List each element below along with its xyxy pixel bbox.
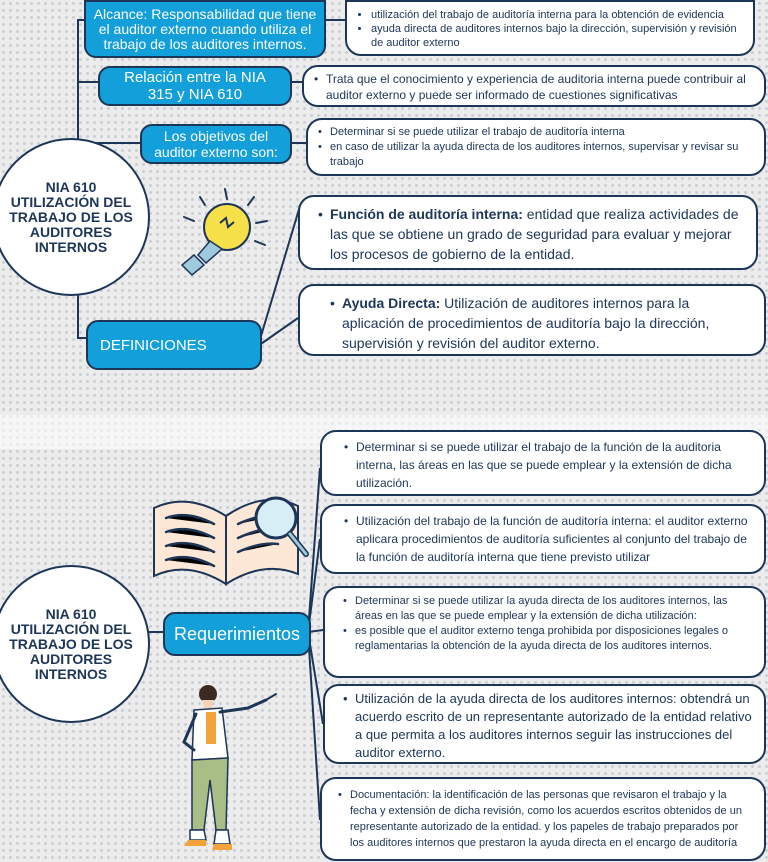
central-topic-circle-requerimientos: NIA 610 UTILIZACIÓN DEL TRABAJO DE LOS AUDITORES INTERNOS [0,565,150,723]
list-item: • Utilización de la ayuda directa de los auditores internos: obtendrá un acuerdo escrito de un representante autorizado de la entidad relativo a que permita a los auditores internos seguir las instrucciones del auditor externo. [343,690,752,762]
presenter-woman-icon [170,680,290,860]
list-item: • ayuda directa de auditores internos bajo la dirección, supervisión y revisión de auditor externo [371,22,743,50]
list-item: • Determinar si se puede utilizar el trabajo de auditoría interna [318,125,754,140]
list-item: • Determinar si se puede utilizar la ayuda directa de los auditores internos, las áreas en las que se puede emplear y la extensión de dicha utilización: [343,594,754,624]
funcion-text: entidad que realiza actividades de las que se obtiene un grado de seguridad para evaluar y mejorar los procesos de gobierno de la entidad. [330,206,739,262]
ayuda-directa-box [298,284,766,356]
requerimiento-box [323,684,766,764]
objetivos-details-box [306,118,766,176]
list-item: • utilización del trabajo de auditoría interna para la obtención de evidencia [371,8,743,22]
relacion-details-box [302,65,766,107]
objetivos-node: Los objetivos del auditor externo son: [140,124,292,164]
requerimiento-box [320,777,766,861]
requerimientos-node: Requerimientos [163,612,311,656]
definiciones-node: DEFINICIONES [86,320,262,370]
relacion-text: • Trata que el conocimiento y experiencia de auditoria interna puede contribuir al auditor externo y puede ser informado de cuestiones significativas [314,71,754,103]
list-item: • Determinar si se puede utilizar el trabajo de la función de la auditoria interna, las áreas en las que se puede emplear y la extensión de dicha utilización. [344,438,752,492]
list-item: • es posible que el auditor externo tenga prohibida por disposiciones legales o reglamentarias la obtención de la ayuda directa de los auditores internos. [343,624,754,654]
funcion-definition [318,204,740,264]
relacion-node: Relación entre la NIA 315 y NIA 610 [98,66,292,106]
open-book-magnifier-icon [148,488,313,588]
list-item: • en caso de utilizar la ayuda directa de los auditores internos, supervisar y revisar su trabajo [318,140,754,170]
central-topic-circle: NIA 610 UTILIZACIÓN DEL TRABAJO DE LOS AUDITORES INTERNOS [0,138,150,296]
ayuda-term: Ayuda Directa: [342,295,441,311]
list-item: • Documentación: la identificación de las personas que revisaron el trabajo y la fecha y extensión de dicha revisión, como los acuerdos escritos obtenidos de un representante autorizado de la entidad. y los papeles de trabajo preparados por los auditores internos que prestaron la ayuda directa en el encargo de auditoría [338,787,754,851]
alcance-details-box [345,0,755,56]
lightbulb-icon [170,185,275,280]
ayuda-definition [330,293,748,353]
requerimiento-box [320,430,766,496]
ayuda-text: Utilización de auditores internos para la aplicación de procedimientos de auditoría bajo la dirección, supervisión y revisión del auditor externo. [342,295,710,351]
requerimiento-box [323,586,766,678]
requerimiento-box [320,504,766,574]
alcance-node: Alcance: Responsabilidad que tiene el auditor externo cuando utiliza el trabajo de los auditores internos. [84,0,326,58]
funcion-term: Función de auditoría interna: [330,206,523,222]
list-item: • Utilización del trabajo de la función de auditoría interna: el auditor externo aplicara procedimientos de auditoría suficientes al conjunto del trabajo de la función de auditoría interna que tiene previsto utilizar [344,512,752,566]
funcion-auditoria-box [298,195,758,270]
